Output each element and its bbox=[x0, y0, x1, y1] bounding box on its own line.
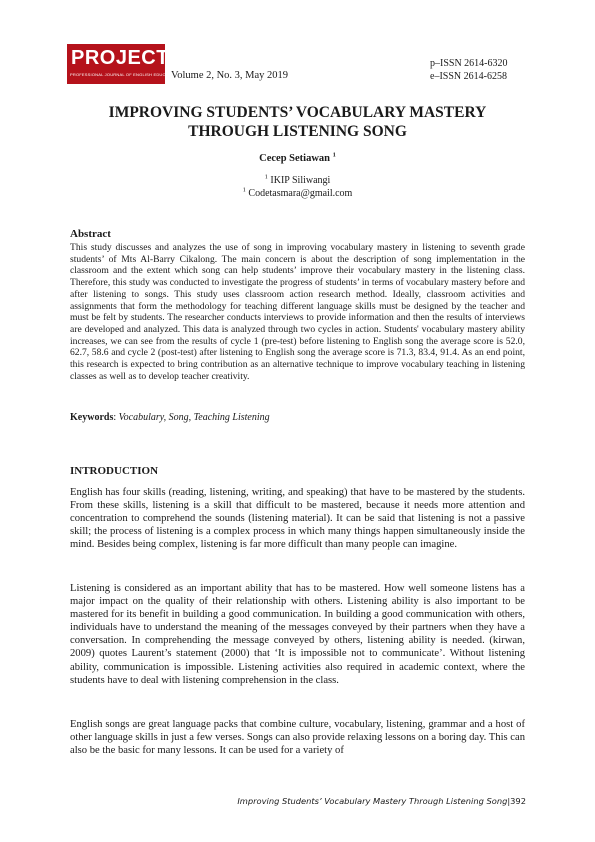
page-footer: Improving Students’ Vocabulary Mastery Through Listening Song|392 bbox=[237, 796, 526, 806]
affiliation-sup: 1 bbox=[264, 173, 268, 181]
intro-paragraph-2: Listening is considered as an important ability that has to be mastered. How well someone listens has a major impact on the quality of their relationship with others. Listening ability is also important to be mastered for its benefit in building a good communication. In building a good communication with others, individuals have to understand the meaning of the messages conveyed by their partners when they have a conversation. In comprehending the message conveyed by others, listening ability is needed. (kirwan, 2009) quotes Laurent’s statement (2000) that ‘It is impossible not to communicate’. Without listening ability, communication is impossible. Listening activities also required in academic context, where the students have to deal with listening comprehension in the class. bbox=[70, 583, 525, 686]
keywords-list: Vocabulary, Song, Teaching Listening bbox=[118, 412, 270, 423]
abstract-heading: Abstract bbox=[70, 228, 111, 240]
email-line bbox=[70, 188, 525, 199]
abstract-text: This study discusses and analyzes the use of song in improving vocabulary mastery in listening to seventh grade students’ of Mts Al-Barry Cikalong. The main concern is about the description of song implementation in the classroom and the extent which song can help students’ improve their vocabulary mastery in the listening class. Therefore, this study was conducted to investigate the progress of students’ in terms of vocabulary mastery before and after listening to songs. This study uses classroom action research method. Ideally, classroom activities and assignments that form the methodology for teaching different language skills must be designed by the teacher and must be felt by students. The researcher conducts interviews to provide information and then the results of interviews are developed and analyzed. This data is analyzed through two cycles in action. Students' vocabulary mastery ability increases, we can see from the results of cycle 1 (pre-test) before listening to English song the average score is 52.0, 62.7, 58.6 and cycle 2 (post-test) after listening to English song the average score is 71.3, 83.4, 91.4. As an end point, this research is expected to bring contribution as an alternative technique to improve vocabulary teaching in listening classes as well as to develop teacher creativity. bbox=[70, 242, 525, 382]
title-line-1: IMPROVING STUDENTS’ VOCABULARY MASTERY bbox=[108, 104, 487, 121]
author-line bbox=[70, 153, 525, 164]
affiliation: IKIP Siliwangi bbox=[270, 175, 331, 186]
intro-paragraph-3: English songs are great language packs that combine culture, vocabulary, listening, grammar and a host of other language skills in just a few verses. Songs can also provide relaxing lessons on a boring day. This can also be the basic for many lessons. It can be used for a variety of bbox=[70, 719, 525, 757]
running-title: Improving Students’ Vocabulary Mastery Through Listening Song bbox=[237, 796, 508, 806]
logo-text: PROJECT bbox=[71, 47, 169, 69]
intro-paragraph-1: English has four skills (reading, listening, writing, and speaking) that have to be mastered by the students. From these skills, listening is a skill that difficult to be mastered, because it needs more attention and concentration to comprehend the sounds (listening material). It can be said that listening is not a passive skill; the process of listening is a complex process in which many things happen simultaneously inside the mind. Besides being complex, listening is far more difficult than many people can imagine. bbox=[70, 487, 525, 551]
journal-logo bbox=[67, 44, 179, 84]
logo-subtitle: PROFESSIONAL JOURNAL OF ENGLISH EDUCATION bbox=[70, 72, 179, 77]
paper-title bbox=[70, 103, 525, 141]
keywords-label: Keywords bbox=[70, 412, 114, 423]
title-line-2: THROUGH LISTENING SONG bbox=[188, 123, 407, 140]
page-number: 392 bbox=[510, 796, 526, 806]
author-sup: 1 bbox=[332, 151, 336, 159]
introduction-heading: INTRODUCTION bbox=[70, 465, 159, 477]
volume-info: Volume 2, No. 3, May 2019 bbox=[171, 70, 289, 81]
author-name: Cecep Setiawan bbox=[259, 153, 330, 164]
affiliation-line bbox=[70, 175, 525, 186]
author-email: Codetasmara@gmail.com bbox=[248, 188, 353, 199]
p-issn: p–ISSN 2614-6320 bbox=[430, 58, 508, 69]
e-issn: e–ISSN 2614-6258 bbox=[430, 71, 507, 82]
keywords-line: Keywords: Vocabulary, Song, Teaching Listening bbox=[70, 412, 270, 423]
issn-block bbox=[430, 57, 508, 83]
email-sup: 1 bbox=[242, 186, 246, 194]
